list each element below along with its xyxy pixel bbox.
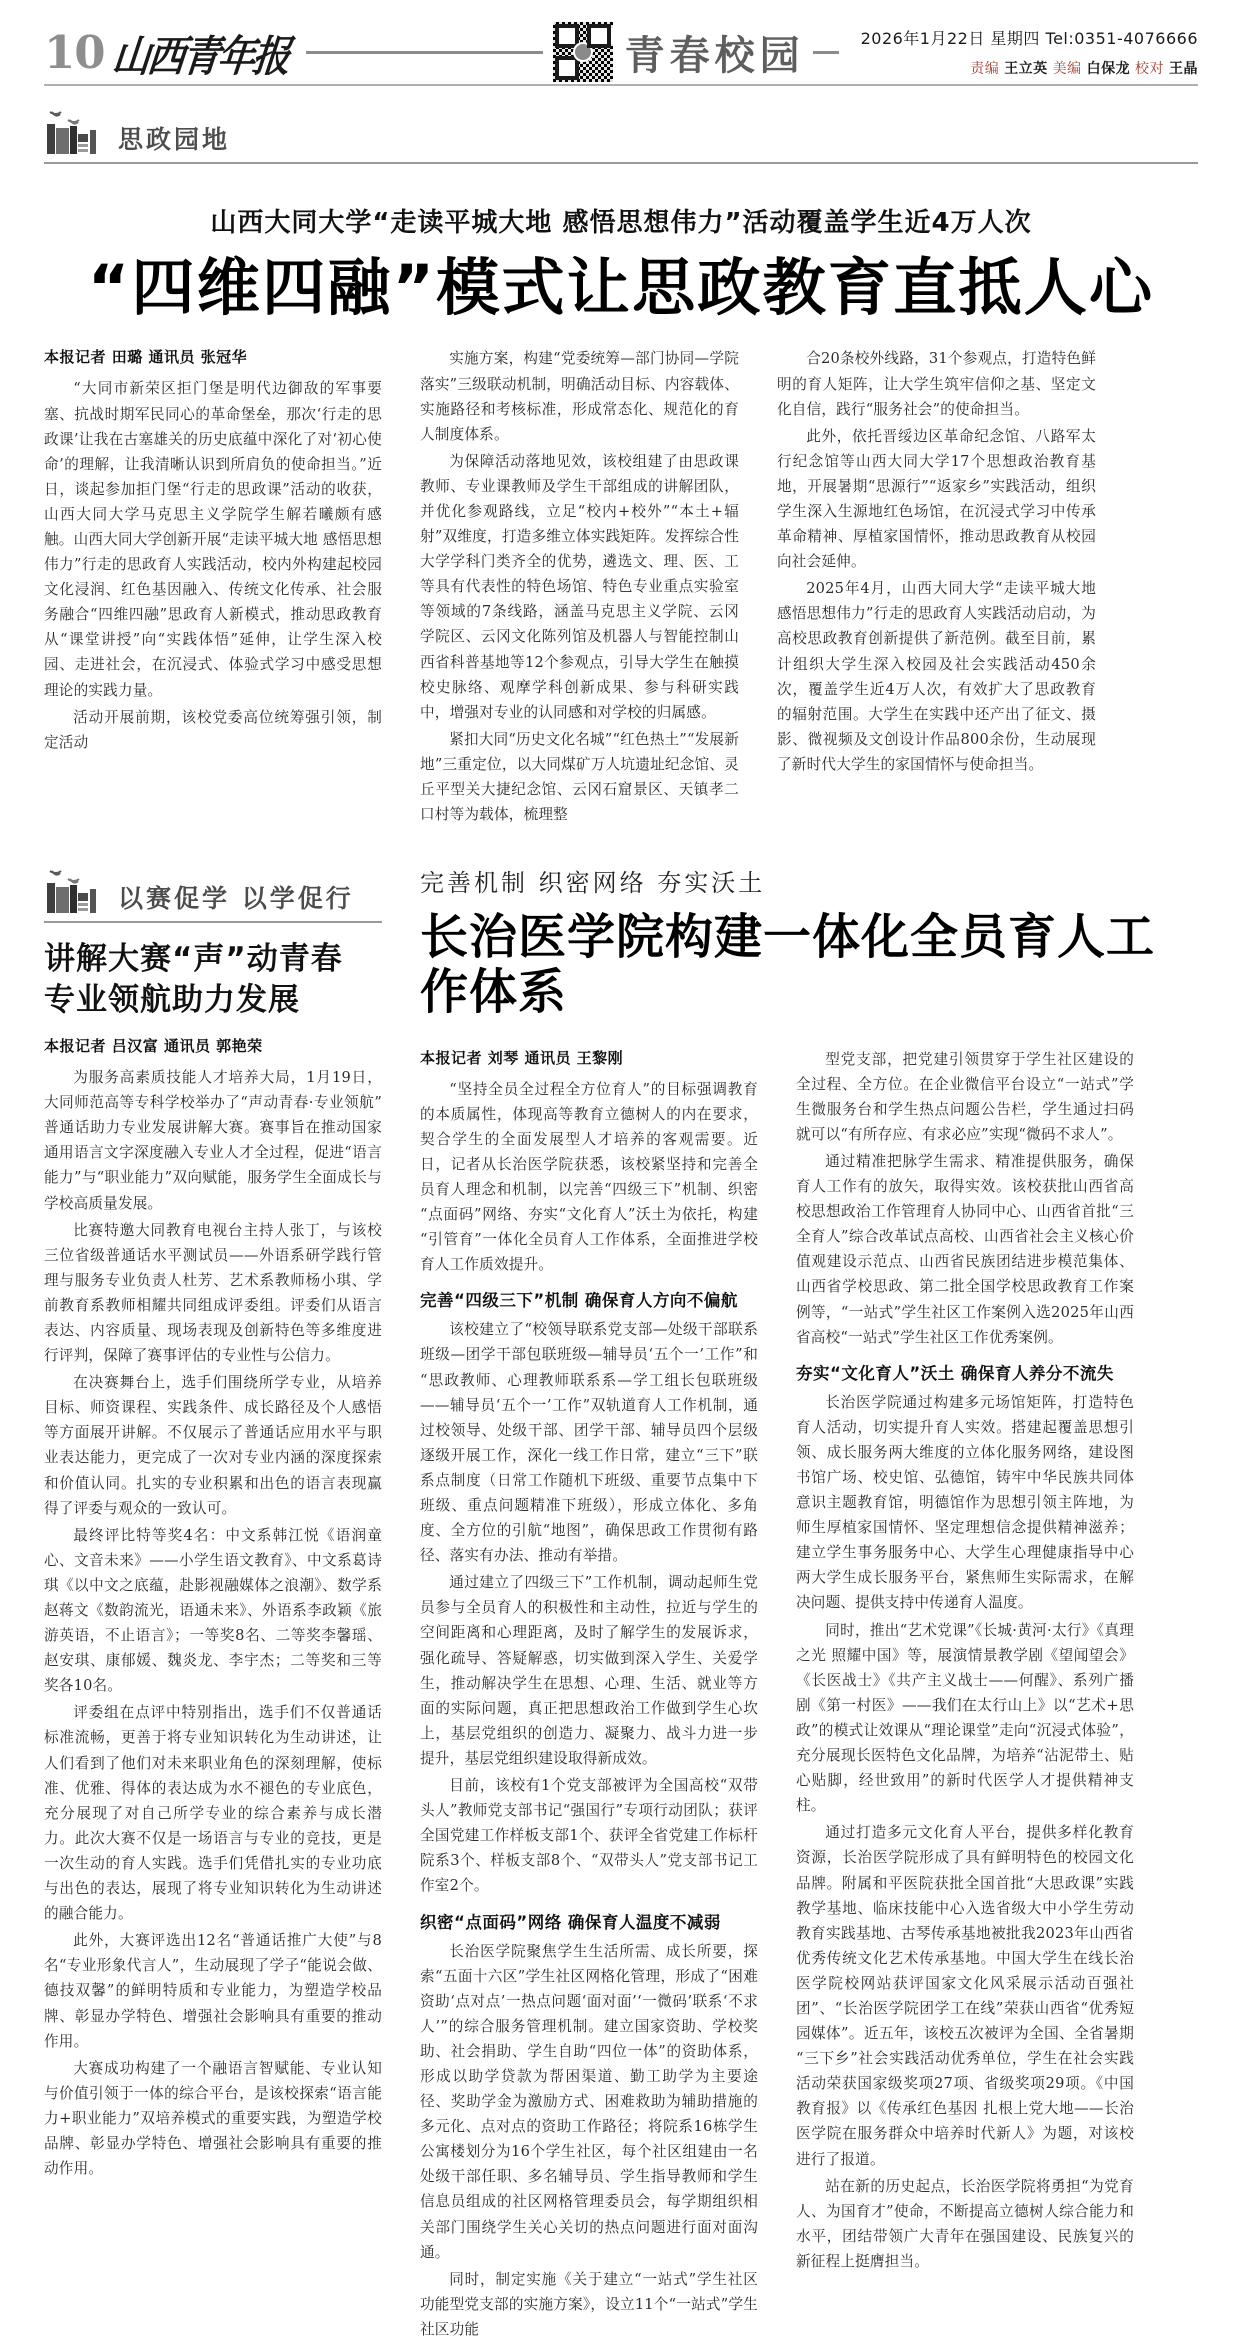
editor-role-2: 校对 (1135, 61, 1165, 77)
paper-logo: 山西青年报 (109, 30, 290, 81)
paragraph: 在决赛舞台上，选手们围绕所学专业，从培养目标、师资课程、实践条件、成长路径及个人感悟等方面展开讲解。不仅展示了普通话应用水平与职业表达能力，更完成了一次对专业内涵的深度探索和价值认同。扎实的专业积累和出色的语言表现赢得了评委与观众的一致认可。 (44, 1374, 382, 1517)
masthead-divider (44, 84, 1198, 86)
books-birds-icon (44, 104, 106, 156)
section-1-underline (44, 162, 1198, 164)
article-3-col-2 (796, 1047, 1134, 2344)
subheading: 夯实“文化育人”沃土 确保育人养分不流失 (796, 1363, 1114, 1383)
paragraph: 评委组在点评中特别指出，选手们不仅普通话标准流畅，更善于将专业知识转化为生动讲述，让人们看到了他们对未来职业角色的深刻理解，使标准、优雅、得体的表达成为水不褪色的专业底色，充分展现了对自己所学专业的综合素养与成长潜力。此次大赛不仅是一场语言与专业的竞技，更是一次生动的育人实践。选手们凭借扎实的专业功底与出色的表达，展现了将专业知识转化为生动讲述的融合能力。 (44, 1704, 382, 1923)
paragraph: 此外，依托晋绥边区革命纪念馆、八路军太行纪念馆等山西大同大学17个思想政治教育基地，开展暑期“思源行”“返家乡”实践活动，组织学生深入生源地红色场馆，在沉浸式学习中传承革命精神、厚植家国情怀，推动思政教育从校园向社会延伸。 (777, 427, 1096, 571)
article-1 (0, 202, 1242, 322)
paragraph: 同时，推出“艺术党课”《长城·黄河·太行》《真理之光 照耀中国》等，展演情景教学剧《望闻望会》《长医战士》《共产主义战士——何醒》、系列广播剧《第一村医》——我们在太行山上》以“艺术+思政”的模式让效课从“理论课堂”走向“沉浸式体验”，充分展现长医特色文化品牌，为培养“沾泥带土、贴心贴脚，经世致用”的新时代医学人才提供精神支柱。 (796, 1621, 1134, 1815)
paragraph: 比赛特邀大同教育电视台主持人张丁，与该校三位省级普通话水平测试员——外语系研学践行管理与服务专业负责人杜芳、艺术系教师杨小琪、学前教育系教师相耀共同组成评委组。评委们从语言表达、内容质量、现场表现及创新特色等多维度进行评判，保障了赛事评估的专业性与公信力。 (44, 1221, 382, 1365)
page-number: 10 (44, 25, 105, 79)
editor-role-0: 责编 (970, 61, 1000, 77)
paragraph: 大赛成功构建了一个融语言智赋能、专业认知与价值引领于一体的综合平台，是该校探索“语言能力+职业能力”双培养模式的重要实践，为塑造学校品牌、彰显办学特色、增强社会影响具有重要的推动作用。 (44, 2059, 382, 2178)
editor-name-0: 王立英 (1004, 61, 1048, 77)
paragraph: 此外，大赛评选出12名“普通话推广大使”与8名“专业形象代言人”，生动展现了学子“能说会做、德技双馨”的鲜明特质和专业能力，为塑造学校品牌、彰显办学特色、增强社会影响具有重要的推动作用。 (44, 1932, 382, 2050)
article-2-byline: 本报记者 吕汉富 通讯员 郭艳荣 (44, 1037, 263, 1056)
masthead (0, 0, 1242, 104)
paragraph: “坚持全员全过程全方位育人”的目标强调教育的本质属性，体现高等教育立德树人的内在要求，契合学生的全面发展型人才培养的客观需要。近日，记者从长治医学院获悉，该校紧坚持和完善全员育人理念和机制，以完善“四级三下”机制、织密“点面码”网络、夯实“文化育人”沃土为依托，构建“引管育”一体化全员育人工作体系，全面推进学校育人工作质效提升。 (420, 1080, 758, 1274)
article-3-columns (420, 1047, 1198, 2344)
article-2-headline-line-2: 专业领航助力发展 (44, 982, 300, 1019)
paragraph: “大同市新荣区拒门堡是明代边御敌的军事要塞、抗战时期军民同心的革命堡垒，那次‘行走的思政课’让我在古塞雄关的历史底蕴中深化了对‘初心使命’的理解，让我清晰认识到所肩负的使命担当。”近日，谈起参加拒门堡“行走的思政课”活动的收获，山西大同大学马克思主义学院学生解若曦颇有感触。山西大同大学创新开展“走读平城大地 感悟思想伟力”行走的思政育人实践活动，校内外构建起校园文化浸润、红色基因融入、传统文化传承、社会服务融合“四维四融”思政育人新模式，推动思政教育从“课堂讲授”向“实践体悟”延伸，让学生深入校园、走进社会，在沉浸式、体验式学习中感受思想理论的实践力量。 (44, 380, 382, 699)
lower-band (0, 863, 1242, 2344)
article-1-col-2 (401, 346, 739, 829)
section-2-underline (44, 921, 382, 923)
article-3-byline: 本报记者 刘琴 通讯员 王黎刚 (420, 1048, 624, 1067)
section-1-label: 思政园地 (118, 125, 231, 154)
article-2 (44, 863, 382, 2344)
paragraph: 2025年4月，山西大同大学“走读平城大地 感悟思想伟力”行走的思政育人实践活动启动，为高校思政教育创新提供了新范例。截至目前，累计组织大学生深入校园及社会实践活动450余次，覆盖学生近4万人次，有效扩大了思政教育的辐射范围。大学生在实践中还产出了征文、摄影、微视频及文创设计作品800余份，生动展现了新时代大学生的家国情怀与使命担当。 (777, 580, 1096, 773)
editor-name-1: 白保龙 (1086, 61, 1131, 77)
article-1-columns (0, 346, 1242, 829)
article-3-headline: 长治医学院构建一体化全员育人工作体系 (420, 909, 1156, 1021)
section-brand: 青春校园 (624, 31, 805, 79)
article-2-headline (44, 939, 382, 1021)
article-3-shoulder: 完善机制 织密网络 夯实沃土 (420, 869, 766, 898)
article-2-headline-line-1: 讲解大赛“声”动青春 (44, 941, 343, 978)
paragraph: 该校建立了“校领导联系党支部—处级干部联系班级—团学干部包联班级—辅导员‘五个一’工作”和“思政教师、心理教师联系系—学工组长包联班级——辅导员‘五个一’工作”双轨道育人工作机制，通过校领导、处级干部、团学干部、辅导员四个层级逐级开展工作，深化一线工作日常，建立“三下”联系点制度（日常工作随机下班级、重要节点集中下班级、重点问题精准下班级），形成立体化、多角度、全方位的引航“地图”，确保思政工作贯彻有路径、落实有办法、推动有举措。 (420, 1321, 758, 1565)
article-1-shoulder: 山西大同大学“走读平城大地 感悟思想伟力”活动覆盖学生近4万人次 (210, 208, 1032, 238)
paragraph: 长治医学院通过构建多元场馆矩阵，打造特色育人活动，切实提升育人实效。搭建起覆盖思想引领、成长服务两大维度的立体化服务网络，建设图书馆广场、校史馆、弘德馆，铸牢中华民族共同体意识主题教育馆，明德馆作为思想引领主阵地，为师生厚植家国情怀、坚定理想信念提供精神滋养；建立学生事务服务中心、大学生心理健康指导中心两大学生成长服务平台，紧焦师生实际需求，在解决问题、提供支持中传递育人温度。 (796, 1393, 1134, 1612)
paragraph: 合20条校外线路，31个参观点，打造特色鲜明的育人矩阵，让大学生筑牢信仰之基、坚定文化自信，践行“服务社会”的使命担当。 (777, 350, 1096, 418)
paragraph: 为服务高素质技能人才培养大局，1月19日，大同师范高等专科学校举办了“声动青春·专业领航”普通话助力专业发展讲解大赛。赛事旨在推动国家通用语言文字深度融入专业人才全过程，促进“语言能力”与“职业能力”双向赋能，服务学生全面成长与学校高质量发展。 (44, 1069, 382, 1212)
section-2-header (44, 863, 382, 915)
article-1-col-3 (758, 346, 1096, 829)
masthead-rule-left (306, 51, 543, 54)
section-2-label: 以赛促学 以学促行 (118, 884, 354, 914)
article-3-col-1 (420, 1047, 758, 2344)
paragraph: 通过精准把脉学生需求、精准提供服务，确保育人工作有的放矢，取得实效。该校获批山西省高校思想政治工作管理育人协同中心、山西省首批“三全育人”综合改革试点高校、山西省社会主义核心价值观建设示范点、山西省民族团结进步模范集体、山西省学校思政、第二批全国学校思政教育工作案例等，“一站式”学生社区工作案例入选2025年山西省高校“一站式”学生社区工作优秀案例。 (796, 1152, 1134, 1346)
subheading: 完善“四级三下”机制 确保育人方向不偏航 (420, 1291, 738, 1311)
editor-credits (861, 58, 1198, 78)
article-3 (382, 863, 1198, 2344)
masthead-info (839, 26, 1198, 78)
paragraph: 活动开展前期，该校党委高位统筹强引领，制定活动 (44, 708, 382, 751)
section-1-header (0, 104, 1242, 164)
editor-role-1: 美编 (1052, 61, 1082, 77)
paragraph: 目前，该校有1个党支部被评为全国高校“双带头人”教师党支部书记“强国行”专项行动团队；获评全国党建工作样板支部1个、获评全省党建工作标杆院系3个、样板支部8个、“双带头人”党支部书记工作室2个。 (420, 1777, 758, 1895)
paragraph: 最终评比特等奖4名：中文系韩江悦《语润童心、文音未来》——小学生语文教育》、中文系葛诗琪《以中文之底蕴，赴影视融媒体之浪潮》、数学系赵蒋文《数韵流光，语通未来》、外语系李政颖《旅游英语，不止语言》；一等奖8名、二等奖李馨瑶、赵安琪、康郁媛、魏炎龙、李宇杰；二等奖和三等奖各10名。 (44, 1526, 382, 1695)
paragraph: 长治医学院聚焦学生生活所需、成长所要，探索“五面十六区”学生社区网格化管理，形成了“困难资助‘点对点’一热点问题‘面对面’‘一微码’联系‘不求人’”的综合服务管理机制。建立国家资助、学校奖助、社会捐助、学生自助“四位一体”的资助体系，形成以助学贷款为帮困渠道、勤工助学为主要途径、奖助学金为激励方式、困难救助为辅助措施的多元化、点对点的资助工作路径；将院系16栋学生公寓楼划分为16个学生社区，每个社区组建由一名处级干部任职、多名辅导员、学生指导教师和学生信息员组成的社区网格管理委员会，每学期组织相关部门围绕学生关心关切的热点问题进行面对面沟通。 (420, 1942, 758, 2261)
paragraph: 通过建立了四级三下”工作机制，调动起师生党员参与全员育人的积极性和主动性，拉近与学生的空间距离和心理距离，及时了解学生的发展诉求，强化疏导、答疑解惑，切实做到深入学生、关爱学生，推动解决学生在思想、心理、生活、就业等方面的实际问题，真正把思想政治工作做到学生心坎上，基层党组织的创造力、凝聚力、战斗力进一步提升，基层党组织建设取得新成效。 (420, 1574, 758, 1767)
article-1-col-1 (44, 346, 382, 829)
editor-name-2: 王晶 (1169, 61, 1198, 77)
article-1-headline: “四维四融”模式让思政教育直抵人心 (87, 251, 1155, 324)
paragraph: 为保障活动落地见效，该校组建了由思政课教师、专业课教师及学生干部组成的讲解团队，并优化参观路线，立足“校内+校外”“本土+辐射”双维度，打造多维立体实践矩阵。发挥综合性大学学科门类齐全的优势，遴选文、理、医、工等具有代表性的特色场馆、特色专业重点实验室等领域的7条线路，涵盖马克思主义学院、云冈学院区、云冈文化陈列馆及机器人与智能控制山西省科普基地等12个参观点，引导大学生在触摸校史脉络、观摩学科创新成果、参与科研实践中，增强对专业的认同感和对学校的归属感。 (420, 452, 739, 721)
date-line: 2026年1月22日 星期四 Tel:0351-4076666 (860, 29, 1198, 48)
paragraph: 紧扣大同“历史文化名城”“红色热土”“发展新地”三重定位，以大同煤矿万人坑遗址纪念馆、灵丘平型关大捷纪念馆、云冈石窟景区、天镇孝二口村等为载体，梳理整 (420, 730, 739, 824)
paragraph: 站在新的历史起点，长治医学院将勇担“为党育人、为国育才”使命，不断提高立德树人综合能力和水平，团结带领广大青年在强国建设、民族复兴的新征程上挺膺担当。 (796, 2177, 1134, 2270)
paragraph: 通过打造多元文化育人平台，提供多样化教育资源，长治医学院形成了具有鲜明特色的校园文化品牌。附属和平医院获批全国首批“大思政课”实践教学基地、临床技能中心入选省级大中小学生劳动教育实践基地、古琴传承基地被批我2023年山西省优秀传统文化艺术传承基地。中国大学生在线长治医学院校网站获评国家文化风采展示活动百强社团”、“长治医学院团学工在线”荣获山西省“优秀短园媒体”。近五年，该校五次被评为全国、全省暑期“三下乡”社会实践活动优秀单位，学生在社会实践活动荣获国家级奖项27项、省级奖项29项。《中国教育报》以《传承红色基因 扎根上党大地——长治医学院在服务群众中培养时代新人》为题，对该校进行了报道。 (796, 1824, 1134, 2168)
subheading: 织密“点面码”网络 确保育人温度不减弱 (420, 1912, 721, 1932)
masthead-rule-right (813, 51, 839, 54)
paragraph: 型党支部，把党建引领贯穿于学生社区建设的全过程、全方位。在企业微信平台设立“一站式”学生微服务台和学生热点问题公告栏，学生通过扫码就可以“有所存应、有求必应”实现“微码不求人”。 (796, 1050, 1134, 1143)
qr-code-icon[interactable] (553, 22, 613, 82)
paragraph: 实施方案，构建“党委统筹—部门协同—学院落实”三级联动机制，明确活动目标、内容载体、实施路径和考核标准，形成常态化、规范化的育人制度体系。 (420, 350, 739, 443)
paragraph: 同时，制定实施《关于建立“一站式”学生社区功能型党支部的实施方案》，设立11个“一站式”学生社区功能 (420, 2270, 758, 2338)
article-1-byline: 本报记者 田璐 通讯员 张冠华 (44, 348, 248, 367)
books-birds-icon (44, 863, 106, 915)
